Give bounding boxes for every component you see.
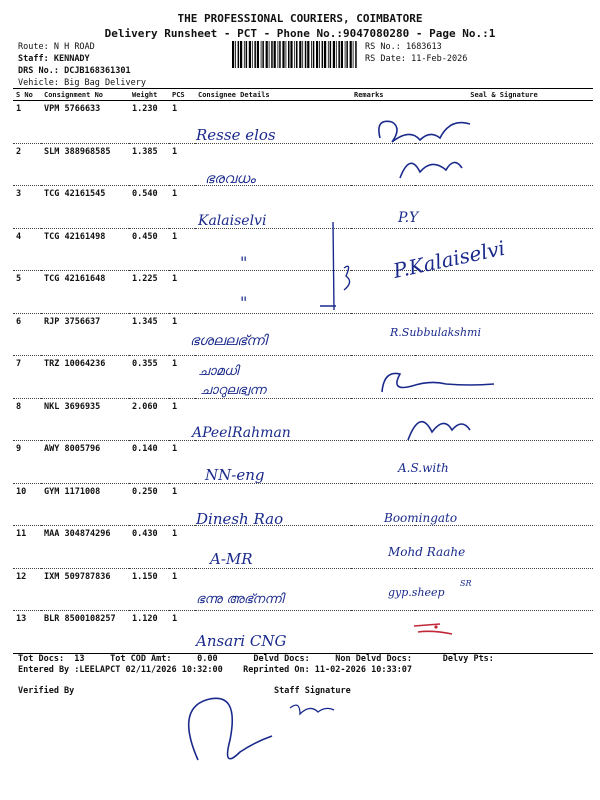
row-consignment-no: AWY 8005796 bbox=[41, 441, 129, 484]
row-consignment-no: BLR 8500108257 bbox=[41, 611, 129, 654]
signature-row-9: A.S.with bbox=[398, 461, 449, 475]
row-consignment-no: TRZ 10064236 bbox=[41, 356, 129, 399]
hw-consignee-9: NN-eng bbox=[205, 466, 265, 484]
row-sno: 10 bbox=[13, 483, 41, 526]
rs-date-label: RS Date: bbox=[365, 54, 406, 64]
signature-row-12-note: SR bbox=[460, 579, 472, 588]
col-header-consignee: Consignee Details bbox=[195, 89, 351, 101]
hw-consignee-4: " bbox=[240, 253, 248, 272]
staff-signature-label: Staff Signature bbox=[274, 686, 351, 696]
route-label: Route: bbox=[18, 42, 49, 52]
hw-consignee-10: Dinesh Rao bbox=[196, 510, 284, 528]
row-pcs: 1 bbox=[169, 101, 195, 144]
signature-row-3: P.Y bbox=[398, 210, 419, 226]
drs-label: DRS No.: bbox=[18, 66, 59, 76]
row-weight: 1.120 bbox=[129, 611, 169, 654]
row-weight: 0.140 bbox=[129, 441, 169, 484]
row-weight: 1.230 bbox=[129, 101, 169, 144]
hw-consignee-11: A-MR bbox=[210, 550, 253, 568]
company-title: THE PROFESSIONAL COURIERS, COIMBATORE bbox=[177, 12, 423, 25]
vehicle-label: Vehicle: bbox=[18, 78, 59, 88]
row-pcs: 1 bbox=[169, 143, 195, 186]
staff-signature-scribble bbox=[290, 705, 334, 714]
signature-row-7 bbox=[382, 373, 494, 392]
row-weight: 2.060 bbox=[129, 398, 169, 441]
row-consignment-no: IXM 509787836 bbox=[41, 568, 129, 611]
row-sno: 2 bbox=[13, 143, 41, 186]
row-pcs: 1 bbox=[169, 313, 195, 356]
hw-consignee-3: Kalaiselvi bbox=[198, 213, 267, 229]
row-weight: 0.355 bbox=[129, 356, 169, 399]
row-sno: 13 bbox=[13, 611, 41, 654]
row-sno: 1 bbox=[13, 101, 41, 144]
signature-row-2 bbox=[400, 162, 462, 178]
hw-consignee-13: Ansari CNG bbox=[196, 632, 287, 650]
signature-row-13-dot bbox=[434, 625, 437, 628]
row-weight: 1.345 bbox=[129, 313, 169, 356]
runsheet-subtitle: Delivery Runsheet - PCT - Phone No.:9047080280 - Page No.:1 bbox=[104, 27, 496, 40]
col-header-remarks: Remarks bbox=[351, 89, 415, 101]
hw-consignee-8: APeelRahman bbox=[192, 425, 291, 441]
row-consignment-no: TCG 42161545 bbox=[41, 186, 129, 229]
hw-bracket-mark bbox=[320, 222, 350, 310]
signature-rows-4-5: P.Kalaiselvi bbox=[391, 235, 508, 283]
row-pcs: 1 bbox=[169, 271, 195, 314]
row-sno: 4 bbox=[13, 228, 41, 271]
row-consignment-no: SLM 388968585 bbox=[41, 143, 129, 186]
row-pcs: 1 bbox=[169, 356, 195, 399]
row-pcs: 1 bbox=[169, 228, 195, 271]
row-sno: 5 bbox=[13, 271, 41, 314]
verified-by-label: Verified By bbox=[18, 686, 75, 696]
row-weight: 0.250 bbox=[129, 483, 169, 526]
signature-row-12: gyp.sheep bbox=[388, 586, 445, 599]
staff-value: KENNADY bbox=[53, 54, 90, 64]
row-sno: 8 bbox=[13, 398, 41, 441]
signature-row-1 bbox=[379, 121, 470, 142]
row-consignment-no: MAA 304874296 bbox=[41, 526, 129, 569]
row-pcs: 1 bbox=[169, 611, 195, 654]
row-pcs: 1 bbox=[169, 441, 195, 484]
signature-row-13 bbox=[414, 624, 452, 634]
hw-consignee-5: " bbox=[240, 293, 248, 312]
row-sno: 7 bbox=[13, 356, 41, 399]
footer-totals: Tot Docs: 13 Tot COD Amt: 0.00 Delvd Docs: Non Delvd Docs: Delvy Pts: bbox=[18, 654, 494, 664]
row-consignment-no: NKL 3696935 bbox=[41, 398, 129, 441]
row-weight: 0.540 bbox=[129, 186, 169, 229]
row-weight: 1.385 bbox=[129, 143, 169, 186]
row-pcs: 1 bbox=[169, 483, 195, 526]
col-header-pcs: PCS bbox=[169, 89, 195, 101]
drs-value: DCJB168361301 bbox=[64, 66, 131, 76]
signature-row-8 bbox=[408, 422, 470, 440]
row-sno: 11 bbox=[13, 526, 41, 569]
route-value: N H ROAD bbox=[53, 42, 95, 52]
row-sno: 12 bbox=[13, 568, 41, 611]
row-pcs: 1 bbox=[169, 568, 195, 611]
row-pcs: 1 bbox=[169, 398, 195, 441]
signature-row-11: Mohd Raahe bbox=[388, 545, 466, 559]
hw-consignee-6: ഭശലലഭ്ന്നി bbox=[190, 333, 267, 349]
col-header-consignment: Consignment No bbox=[41, 89, 129, 101]
col-header-sno: S No bbox=[13, 89, 41, 101]
staff-label: Staff: bbox=[18, 54, 49, 64]
row-consignment-no: TCG 42161498 bbox=[41, 228, 129, 271]
vehicle-value: Big Bag Delivery bbox=[64, 78, 146, 88]
row-pcs: 1 bbox=[169, 186, 195, 229]
row-weight: 1.150 bbox=[129, 568, 169, 611]
verified-by-signature bbox=[189, 698, 272, 760]
row-weight: 0.450 bbox=[129, 228, 169, 271]
row-sno: 3 bbox=[13, 186, 41, 229]
rs-no-value: 1683613 bbox=[405, 42, 442, 52]
signature-row-10: Boomingato bbox=[384, 511, 458, 525]
row-sno: 6 bbox=[13, 313, 41, 356]
hw-consignee-7b: ചാറുലഭ്വന്ന bbox=[200, 383, 266, 398]
rs-date-value: 11-Feb-2026 bbox=[411, 54, 468, 64]
hw-consignee-12: ഭന്നു അഭ്നന്നി bbox=[196, 592, 284, 607]
hw-consignee-7a: ചാമധി bbox=[198, 364, 239, 379]
row-sno: 9 bbox=[13, 441, 41, 484]
col-header-seal: Seal & Signature bbox=[415, 89, 593, 101]
row-weight: 1.225 bbox=[129, 271, 169, 314]
footer-entered-by: Entered By :LEELAPCT 02/11/2026 10:32:00 Reprinted On: 11-02-2026 10:33:07 bbox=[18, 665, 413, 675]
row-consignment-no: GYM 1171008 bbox=[41, 483, 129, 526]
rs-no-label: RS No.: bbox=[365, 42, 401, 52]
signature-row-6: R.Subbulakshmi bbox=[390, 326, 481, 339]
row-consignment-no: TCG 42161648 bbox=[41, 271, 129, 314]
row-pcs: 1 bbox=[169, 526, 195, 569]
row-weight: 0.430 bbox=[129, 526, 169, 569]
col-header-weight: Weight bbox=[129, 89, 169, 101]
row-consignment-no: RJP 3756637 bbox=[41, 313, 129, 356]
hw-consignee-2: ഭരവധം bbox=[205, 171, 256, 187]
hw-consignee-1: Resse elos bbox=[196, 126, 276, 144]
row-consignment-no: VPM 5766633 bbox=[41, 101, 129, 144]
